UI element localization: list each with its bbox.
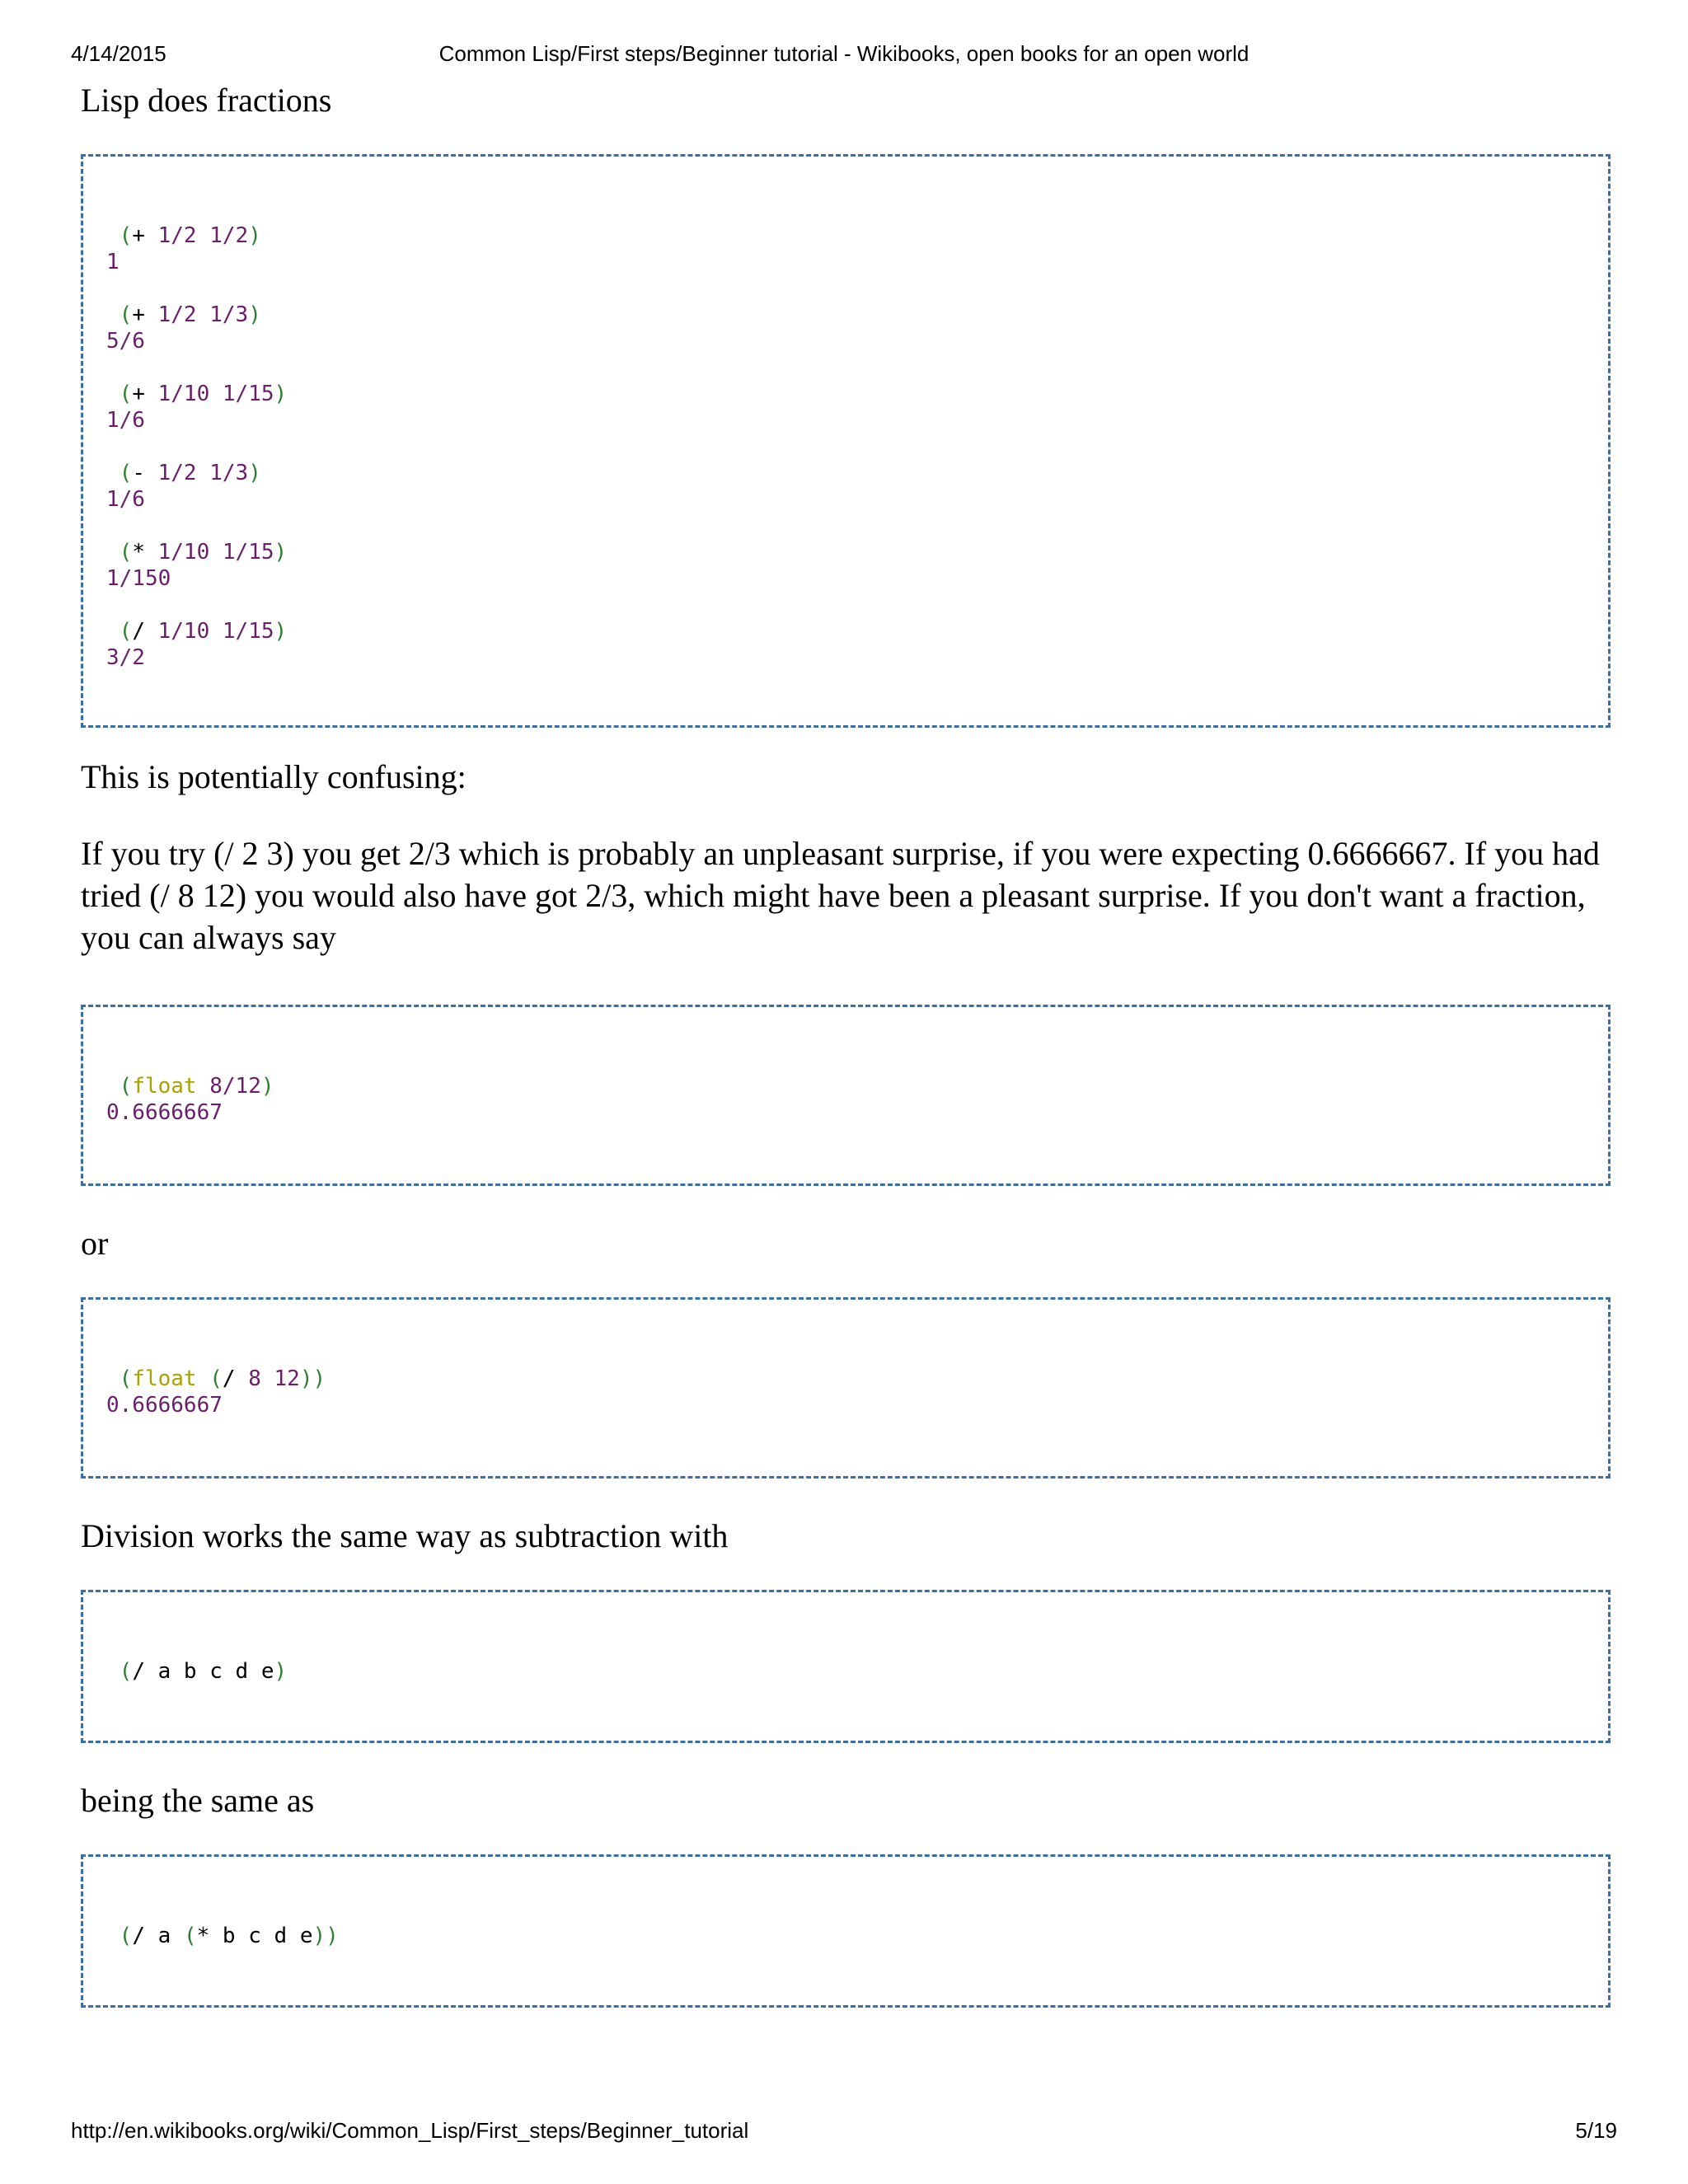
code-block-float-division <box>81 1297 1611 1479</box>
code-line: (/ a (* b c d e)) <box>119 1924 339 1948</box>
page-number: 5/19 <box>1575 2118 1617 2143</box>
code-line: (* 1/10 1/15) <box>119 540 288 565</box>
code-block-float-fraction <box>81 1005 1611 1186</box>
paragraph-confusing: This is potentially confusing: <box>81 758 467 795</box>
code-block-equivalent <box>81 1854 1611 2008</box>
code-result: 1/150 <box>106 566 171 591</box>
paragraph-same-as: being the same as <box>81 1782 315 1819</box>
code-line: (float 8/12) <box>119 1074 274 1099</box>
code-line: (/ 1/10 1/15) <box>119 619 288 644</box>
code-result: 1/6 <box>106 408 145 433</box>
code-line: (+ 1/2 1/3) <box>119 302 261 327</box>
paragraph-explanation: If you try (/ 2 3) you get 2/3 which is probably an unpleasant surprise, if you were expecting 0.6666667. If you had tried (/ 8 12) you would also have got 2/3, which might have been a pleasant surprise. If you don't want a fraction, you can always say <box>81 835 1600 956</box>
code-result: 0.6666667 <box>106 1393 223 1418</box>
code-line: (float (/ 8 12)) <box>119 1366 326 1391</box>
code-result: 1 <box>106 250 120 274</box>
code-result: 1/6 <box>106 487 145 512</box>
code-result: 0.6666667 <box>106 1100 223 1125</box>
page-url: http://en.wikibooks.org/wiki/Common_Lisp/First_steps/Beginner_tutorial <box>71 2118 749 2143</box>
code-line: (+ 1/2 1/2) <box>119 223 261 248</box>
code-line: (/ a b c d e) <box>119 1659 288 1684</box>
print-date: 4/14/2015 <box>71 41 166 66</box>
paragraph-division: Division works the same way as subtraction with <box>81 1517 729 1554</box>
print-footer <box>0 2118 1688 2151</box>
code-block-fractions <box>81 154 1611 728</box>
code-result: 5/6 <box>106 329 145 354</box>
article-content <box>81 79 1611 2008</box>
paragraph-intro: Lisp does fractions <box>81 82 332 119</box>
page-title: Common Lisp/First steps/Beginner tutorial - Wikibooks, open books for an open world <box>438 41 1250 66</box>
print-header <box>0 41 1688 74</box>
paragraph-or: or <box>81 1225 109 1262</box>
code-line: (+ 1/10 1/15) <box>119 382 288 406</box>
code-result: 3/2 <box>106 645 145 670</box>
code-line: (- 1/2 1/3) <box>119 461 261 485</box>
code-block-division <box>81 1590 1611 1743</box>
